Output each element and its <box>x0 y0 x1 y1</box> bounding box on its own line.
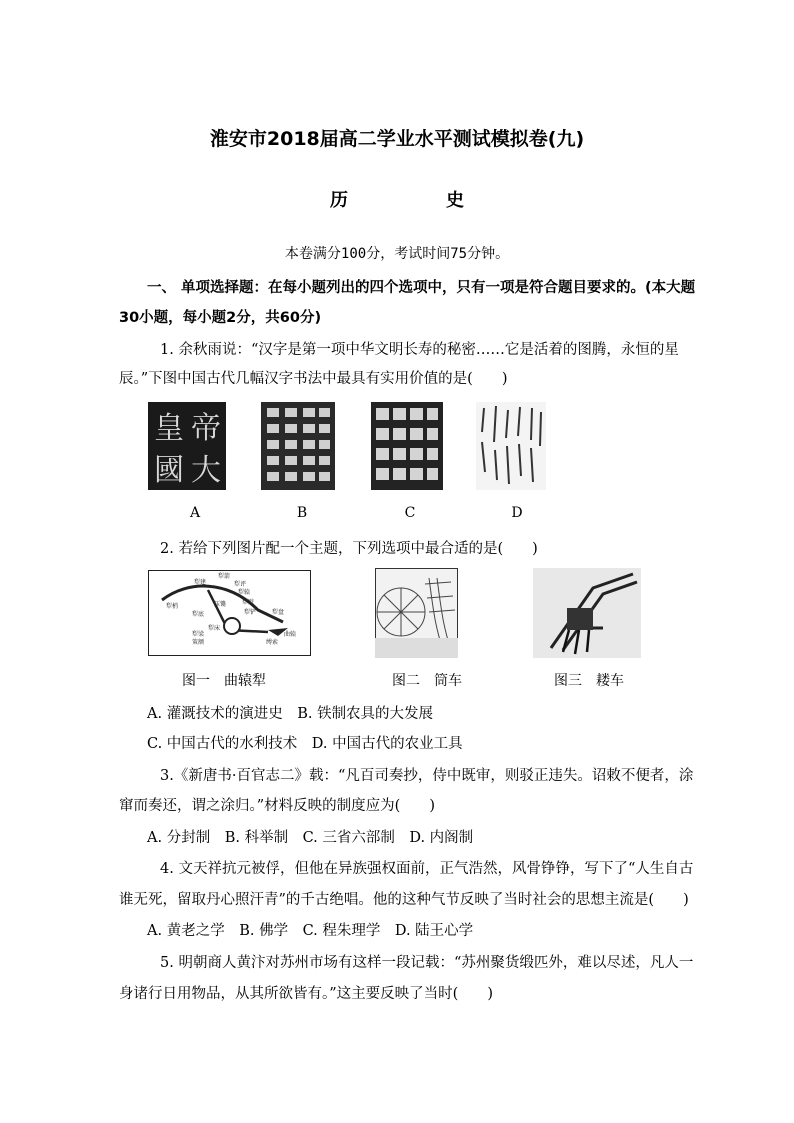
clerical-script-image <box>261 402 335 490</box>
calligraphy-a-seal-script <box>148 402 226 490</box>
svg-text:缚索: 缚索 <box>266 639 279 646</box>
svg-text:犁箭: 犁箭 <box>218 573 231 580</box>
tongche-waterwheel-image <box>375 568 458 658</box>
svg-text:曲辕: 曲辕 <box>284 631 297 638</box>
section-heading-cont: 30小题，每小题2分，共60分) <box>119 310 322 326</box>
calligraphy-c-regular <box>371 402 443 490</box>
louche-image <box>533 568 641 658</box>
svg-text:犁铲: 犁铲 <box>244 609 257 616</box>
svg-text:压镵: 压镵 <box>214 601 227 608</box>
q1-option-label-c: C <box>404 505 416 521</box>
q2-options-cd: C. 中国古代的水利技术 D. 中国古代的农业工具 <box>147 736 463 752</box>
svg-text:國: 國 <box>154 453 184 488</box>
svg-text:犁梢: 犁梢 <box>166 603 179 610</box>
curved-plough-diagram <box>148 570 311 656</box>
q2-stem: 2. 若给下列图片配一个主题，下列选项中最合适的是( ) <box>160 541 538 557</box>
svg-text:帝: 帝 <box>191 411 221 446</box>
q4-options: A. 黄老之学 B. 佛学 C. 程朱理学 D. 陆王心学 <box>147 923 474 939</box>
svg-text:策额: 策额 <box>192 639 205 646</box>
q2-caption-3: 图三 耧车 <box>554 673 624 689</box>
q2-options-ab: A. 灌溉技术的演进史 B. 铁制农具的大发展 <box>147 706 434 722</box>
svg-text:犁建: 犁建 <box>194 579 207 586</box>
q3-stem-line1: 3.《新唐书·百官志二》载：“凡百司奏抄，侍中既审，则驳正违失。诏敕不便者，涂 <box>160 768 694 784</box>
q1-option-label-b: B <box>296 505 308 521</box>
subject-title: 历 史 <box>330 190 504 211</box>
regular-script-image <box>371 402 443 490</box>
q1-option-label-a: A <box>189 505 201 521</box>
exam-title: 淮安市2018届高二学业水平测试模拟卷(九) <box>209 128 585 150</box>
q1-stem-line1: 1. 余秋雨说：“汉字是第一项中华文明长寿的秘密……它是活着的图腾，永恒的星 <box>160 342 679 358</box>
q4-stem-line2: 谁无死，留取丹心照汗青”的千古绝唱。他的这种气节反映了当时社会的思想主流是( ) <box>119 892 689 908</box>
exam-info: 本卷满分100分，考试时间75分钟。 <box>284 246 510 262</box>
svg-text:犁壁: 犁壁 <box>242 599 255 606</box>
q5-stem-line2: 身诸行日用物品，从其所欲皆有。”这主要反映了当时( ) <box>119 986 493 1002</box>
calligraphy-b-clerical <box>261 402 335 490</box>
svg-text:犁梁: 犁梁 <box>192 631 205 638</box>
q3-stem-line2: 窜而奏还，谓之涂归。”材料反映的制度应为( ) <box>119 798 435 814</box>
seal-script-image <box>148 402 226 490</box>
cursive-script-image <box>476 402 546 490</box>
svg-text:犁盘: 犁盘 <box>272 609 285 616</box>
calligraphy-d-cursive <box>476 402 546 490</box>
q3-options: A. 分封制 B. 科举制 C. 三省六部制 D. 内阁制 <box>147 830 474 846</box>
svg-text:大: 大 <box>191 453 221 488</box>
louche-seed-drill-image <box>533 568 641 658</box>
q2-caption-1: 图一 曲辕犁 <box>182 673 266 689</box>
section-heading: 一、 单项选择题：在每小题列出的四个选项中，只有一项是符合题目要求的。(本大题 <box>147 280 696 296</box>
q1-option-label-d: D <box>511 505 523 521</box>
svg-text:犁底: 犁底 <box>192 611 205 618</box>
q1-stem-line2: 辰。”下图中国古代几幅汉字书法中最具有实用价值的是( ) <box>119 371 508 387</box>
svg-text:犁评: 犁评 <box>234 581 247 588</box>
q2-caption-2: 图二 筒车 <box>392 673 462 689</box>
q5-stem-line1: 5. 明朝商人黄汴对苏州市场有这样一段记载：“苏州聚货缎匹外，难以尽述，凡人一 <box>160 955 694 971</box>
tongche-image <box>375 568 458 658</box>
q4-stem-line1: 4. 文天祥抗元被俘，但他在异族强权面前，正气浩然，风骨铮铮，写下了“人生自古 <box>160 861 694 877</box>
plough-diagram <box>148 570 311 656</box>
svg-text:皇: 皇 <box>154 411 184 446</box>
svg-text:犁床: 犁床 <box>208 625 221 632</box>
svg-text:犁辕: 犁辕 <box>238 589 251 596</box>
